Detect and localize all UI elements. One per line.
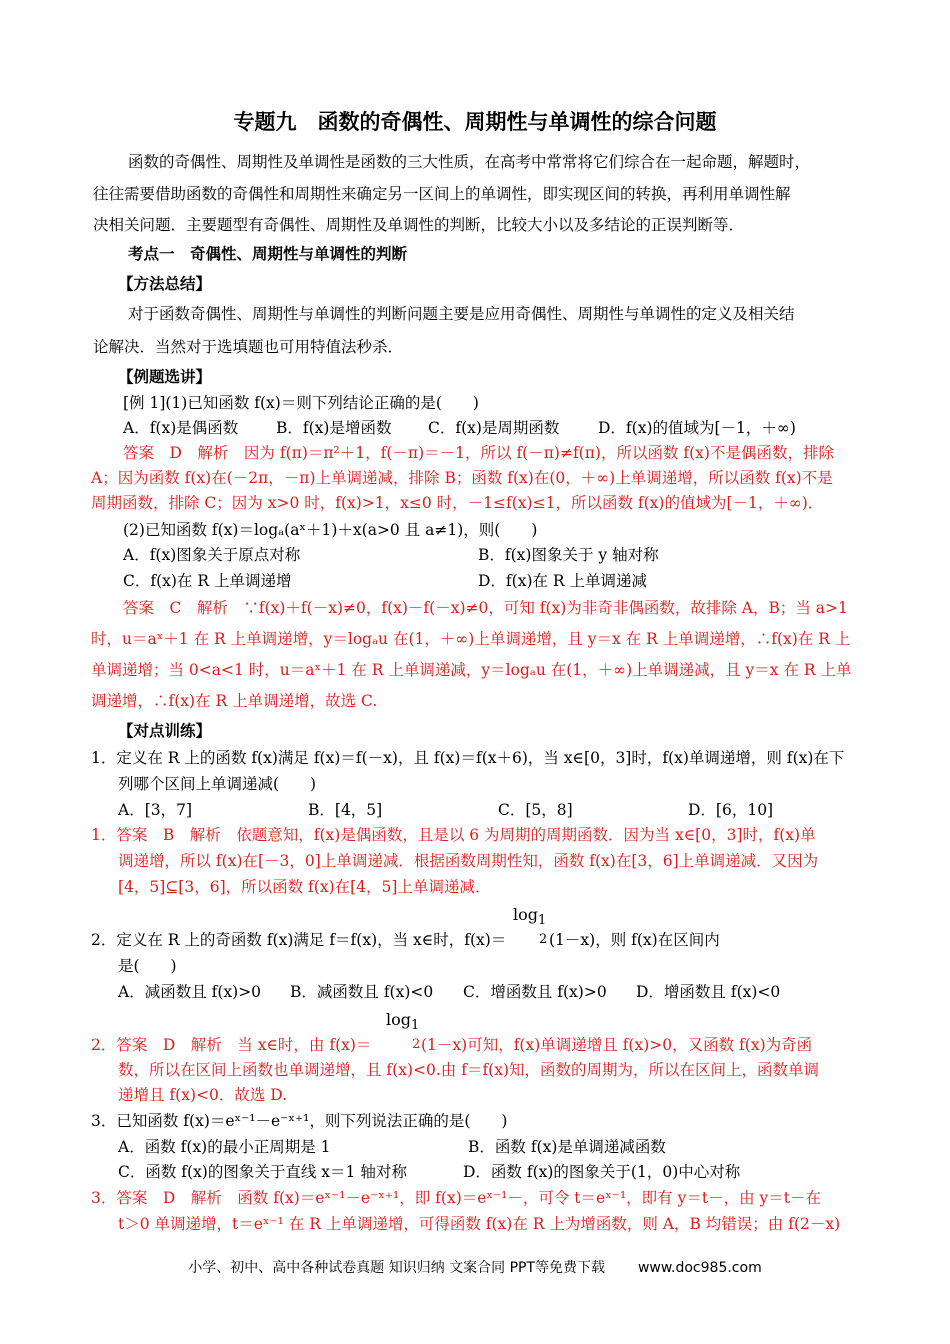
footer-url-link[interactable]: www.doc985.com	[637, 1260, 762, 1276]
practice-2-log-symbol	[513, 905, 546, 931]
intro-line-1: 函数的奇偶性、周期性及单调性是函数的三大性质，在高考中常常将它们综合在一起命题，解题时，	[128, 153, 811, 171]
log-text: log	[386, 1010, 411, 1029]
practice-2-answer-line-1b: (1－x)可知，f(x)单调递增且 f(x)>0，又函数 f(x)为奇函	[421, 1036, 813, 1054]
practice-2-option-a: A．减函数且 f(x)>0	[118, 983, 262, 1001]
practice-2-question-line-1: 2．定义在 R 上的奇函数 f(x)满足 f＝f(x)，当 x∈时，f(x)＝	[91, 931, 507, 949]
practice-2-question-line-1b: (1－x)，则 f(x)在区间内	[549, 931, 720, 949]
example-header: 【例题选讲】	[118, 368, 212, 386]
practice-2-question-line-2: 是( )	[118, 957, 177, 975]
practice-3-option-d: D．函数 f(x)的图象关于(1，0)中心对称	[463, 1163, 741, 1181]
practice-3-answer-line-2: t＞0 单调递增，t＝eˣ⁻¹ 在 R 上单调递增，可得函数 f(x)在 R 上为增函数，则 A，B 均错误；由 f(2－x)	[118, 1215, 841, 1233]
practice-1-option-b: B．[4，5]	[308, 801, 383, 819]
practice-2-option-b: B．减函数且 f(x)<0	[290, 983, 434, 1001]
practice-2-option-d: D．增函数且 f(x)<0	[636, 983, 781, 1001]
example-1-option-b: B．f(x)是增函数	[276, 419, 392, 437]
practice-2-answer-line-2: 数，所以在区间上函数也单调递增，且 f(x)<0.由 f＝f(x)知，函数的周期为，所以在区间上，函数单调	[118, 1061, 820, 1079]
example-1-answer-line-1: 答案 D 解析 因为 f(π)＝π²＋1，f(－π)＝－1，所以 f(－π)≠f(π)，所以函数 f(x)不是偶函数，排除	[123, 444, 834, 462]
example-1-option-c: C．f(x)是周期函数	[428, 419, 560, 437]
example-2-answer-line-2: 时，u＝aˣ＋1 在 R 上单调递增，y＝logₐu 在(1，＋∞)上单调递增，且 y＝x 在 R 上单调递增，∴f(x)在 R 上	[91, 630, 851, 648]
practice-1-answer-line-1: 1．答案 B 解析 依题意知，f(x)是偶函数，且是以 6 为周期的周期函数．因为当 x∈[0，3]时，f(x)单	[91, 826, 816, 844]
example-2-option-d: D．f(x)在 R 上单调递减	[478, 572, 648, 590]
example-1-question: [例 1](1)已知函数 f(x)＝则下列结论正确的是( )	[123, 394, 479, 412]
section-heading: 考点一 奇偶性、周期性与单调性的判断	[128, 245, 408, 263]
example-1-answer-line-2: A；因为函数 f(x)在(－2π，－π)上单调递减，排除 B；函数 f(x)在(0，＋∞)上单调递增，所以函数 f(x)不是	[91, 469, 833, 487]
practice-1-option-c: C．[5，8]	[498, 801, 573, 819]
example-2-option-b: B．f(x)图象关于 y 轴对称	[478, 546, 659, 564]
practice-3-answer-line-1: 3．答案 D 解析 函数 f(x)＝eˣ⁻¹－e⁻ˣ⁺¹，即 f(x)＝eˣ⁻¹－，可令 t＝eˣ⁻¹，即有 y＝t－，由 y＝t－在	[91, 1189, 822, 1207]
practice-1-question-line-2: 列哪个区间上单调递减( )	[118, 775, 317, 793]
practice-2-log-base: 2	[539, 932, 548, 947]
log-subscript: 1	[538, 913, 547, 929]
intro-line-2: 往往需要借助函数的奇偶性和周期性来确定另一区间上的单调性，即实现区间的转换，再利用单调性解	[93, 185, 791, 203]
example-2-question: (2)已知函数 f(x)＝logₐ(aˣ＋1)＋x(a>0 且 a≠1)，则( )	[123, 521, 538, 539]
footer-text: 小学、初中、高中各种试卷真题 知识归纳 文案合同 PPT等免费下载	[188, 1260, 606, 1276]
practice-2-answer-line-1: 2．答案 D 解析 当 x∈时，由 f(x)＝	[91, 1036, 372, 1054]
example-2-answer-line-3: 单调递增；当 0<a<1 时，u＝aˣ＋1 在 R 上单调递减，y＝logₐu 在(1，＋∞)上单调递减，且 y＝x 在 R 上单	[91, 661, 852, 679]
example-2-option-c: C．f(x)在 R 上单调递增	[123, 572, 292, 590]
log-subscript: 1	[411, 1018, 420, 1034]
example-1-answer-line-3: 周期函数，排除 C；因为 x>0 时，f(x)>1，x≤0 时，－1≤f(x)≤1，所以函数 f(x)的值域为[－1，＋∞)．	[91, 494, 824, 512]
practice-3-question: 3．已知函数 f(x)＝eˣ⁻¹－e⁻ˣ⁺¹，则下列说法正确的是( )	[91, 1112, 508, 1130]
practice-1-option-d: D．[6，10]	[688, 801, 774, 819]
practice-header: 【对点训练】	[118, 722, 212, 740]
intro-line-3: 决相关问题．主要题型有奇偶性、周期性及单调性的判断，比较大小以及多结论的正误判断等．	[93, 216, 745, 234]
practice-2-answer-log-symbol	[386, 1010, 419, 1036]
example-1-option-d: D．f(x)的值域为[－1，＋∞)	[598, 419, 796, 437]
practice-1-option-a: A．[3，7]	[118, 801, 193, 819]
practice-1-answer-line-2: 调递增，所以 f(x)在[－3，0]上单调递减．根据函数周期性知，函数 f(x)在[3，6]上单调递减．又因为	[118, 852, 819, 870]
example-2-answer-line-4: 调递增，∴f(x)在 R 上单调递增，故选 C.	[91, 692, 378, 710]
page-footer	[0, 1257, 950, 1277]
method-header: 【方法总结】	[118, 275, 212, 293]
practice-1-answer-line-3: [4，5]⊆[3，6]，所以函数 f(x)在[4，5]上单调递减．	[118, 878, 491, 896]
method-line-2: 论解决．当然对于选填题也可用特值法秒杀．	[93, 338, 404, 356]
example-2-answer-line-1: 答案 C 解析 ∵f(x)＋f(－x)≠0，f(x)－f(－x)≠0，可知 f(x)为非奇非偶函数，故排除 A，B；当 a>1	[123, 599, 848, 617]
practice-3-option-c: C．函数 f(x)的图象关于直线 x＝1 轴对称	[118, 1163, 407, 1181]
practice-1-question-line-1: 1．定义在 R 上的函数 f(x)满足 f(x)＝f(－x)，且 f(x)＝f(x＋6)，当 x∈[0，3]时，f(x)单调递增，则 f(x)在下	[91, 749, 845, 767]
method-line-1: 对于函数奇偶性、周期性与单调性的判断问题主要是应用奇偶性、周期性与单调性的定义及相关结	[128, 305, 795, 323]
practice-2-answer-log-base: 2	[412, 1037, 421, 1052]
practice-2-answer-line-3: 递增且 f(x)<0．故选 D.	[118, 1086, 288, 1104]
practice-2-option-c: C．增函数且 f(x)>0	[463, 983, 607, 1001]
practice-3-option-b: B．函数 f(x)是单调递减函数	[468, 1138, 666, 1156]
example-1-option-a: A．f(x)是偶函数	[123, 419, 239, 437]
log-text: log	[513, 905, 538, 924]
practice-3-option-a: A．函数 f(x)的最小正周期是 1	[118, 1138, 331, 1156]
example-2-option-a: A．f(x)图象关于原点对称	[123, 546, 301, 564]
page-title: 专题九 函数的奇偶性、周期性与单调性的综合问题	[233, 110, 717, 134]
